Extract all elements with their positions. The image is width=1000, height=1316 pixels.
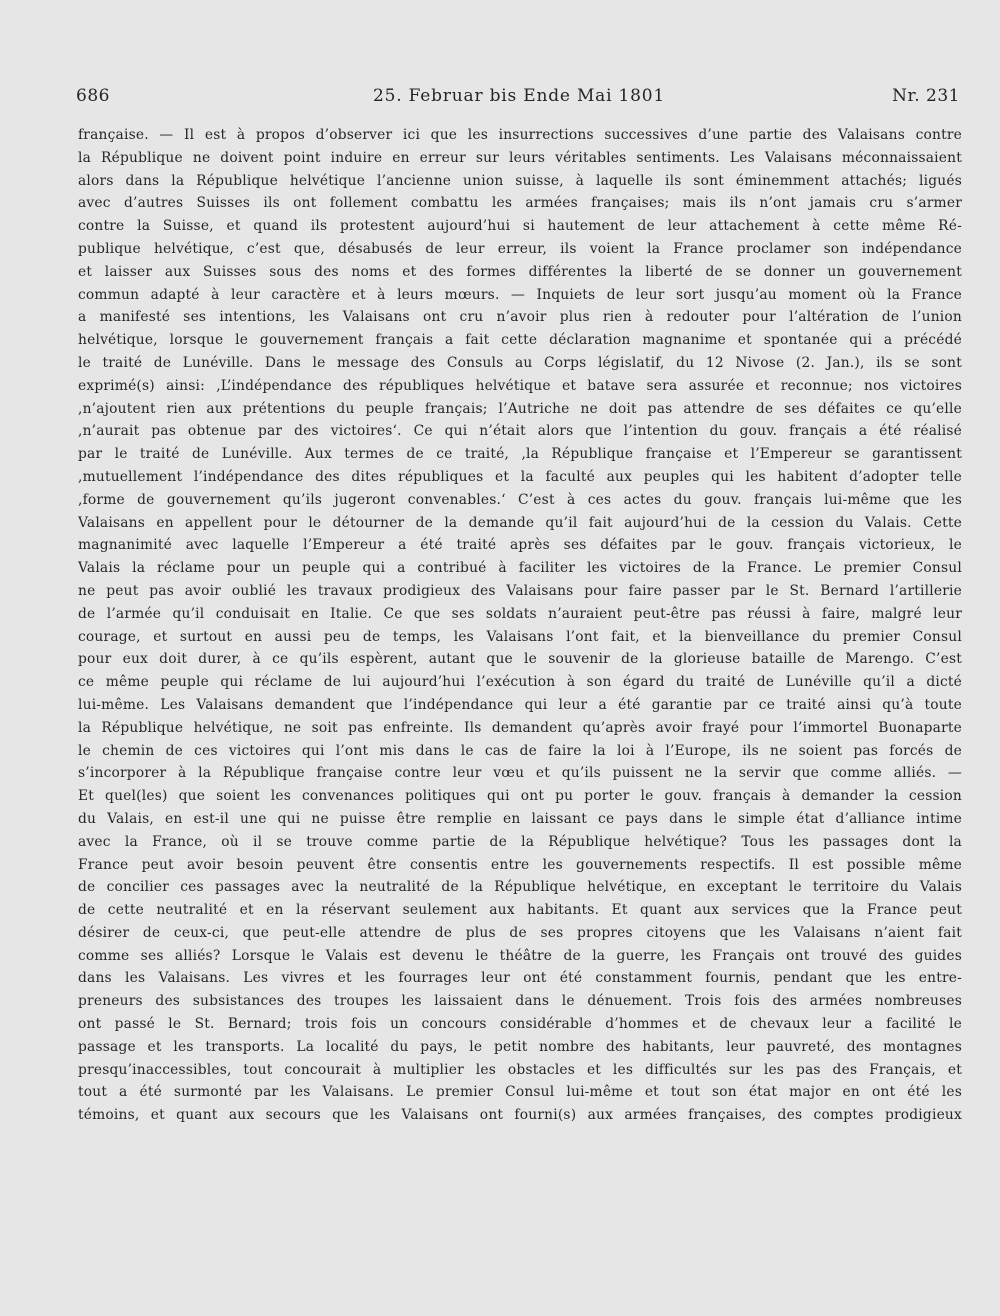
text-line: ne peut pas avoir oublié les travaux prodigieux des Valaisans pour faire passer par le St. Bernard l’artillerie: [78, 582, 962, 599]
text-line: pour eux doit durer, à ce qu’ils espèrent, autant que le souvenir de la glorieuse bataille de Marengo. C’est: [78, 651, 962, 668]
text-line: Et quel(les) que soient les convenances politiques qui ont pu porter le gouv. français à demander la cession: [78, 788, 962, 805]
text-line: preneurs des subsistances des troupes les laissaient dans le dénuement. Trois fois des armées nombreuses: [78, 993, 962, 1010]
text-line: courage, et surtout en aussi peu de temps, les Valaisans l’ont fait, et la bienveillance du premier Consul: [78, 628, 962, 645]
text-line: témoins, et quant aux secours que les Valaisans ont fourni(s) aux armées françaises, des comptes prodigieux: [78, 1107, 962, 1124]
text-line: helvétique, lorsque le gouvernement français a fait cette déclaration magnanime et spontanée qui a précédé: [78, 332, 962, 349]
text-line: dans les Valaisans. Les vivres et les fourrages leur ont été constamment fournis, pendant que les entre-: [78, 970, 962, 987]
text-line: ont passé le St. Bernard; trois fois un concours considérable d’hommes et de chevaux leur a facilité le: [78, 1016, 962, 1033]
text-line: le chemin de ces victoires qui l’ont mis dans le cas de faire la loi à l’Europe, ils ne soient pas forcés de: [78, 742, 962, 759]
text-line: ,forme de gouvernement qu’ils jugeront convenables.‘ C’est à ces actes du gouv. français lui-même que les: [78, 491, 962, 508]
text-line: désirer de ceux-ci, que peut-elle attendre de plus de ses propres citoyens que les Valaisans n’aient fait: [78, 924, 962, 941]
running-title: 25. Februar bis Ende Mai 1801: [373, 86, 665, 106]
text-line: alors dans la République helvétique l’ancienne union suisse, à laquelle ils sont éminemment attachés; ligués: [78, 172, 962, 189]
text-line: publique helvétique, c’est que, désabusés de leur erreur, ils voient la France proclamer son indépendance: [78, 240, 962, 257]
text-line: passage et les transports. La localité du pays, le petit nombre des habitants, leur pauvreté, des montagnes: [78, 1038, 962, 1055]
text-line: contre la Suisse, et quand ils protestent aujourd’hui si hautement de leur attachement à cette même Ré-: [78, 218, 962, 235]
text-line: avec la France, où il se trouve comme partie de la République helvétique? Tous les passages dont la: [78, 833, 962, 850]
text-line: lui-même. Les Valaisans demandent que l’indépendance qui leur a été garantie par ce traité ainsi qu’à toute: [78, 696, 962, 713]
text-line: exprimé(s) ainsi: ,L’indépendance des républiques helvétique et batave sera assurée et reconnue; nos victoires: [78, 377, 962, 394]
text-line: ,mutuellement l’indépendance des dites républiques et la faculté aux peuples qui les habitent d’adopter telle: [78, 468, 962, 485]
text-line: ,n’aurait pas obtenue par des victoires‘. Ce qui n’était alors que l’intention du gouv. français a été réalisé: [78, 423, 962, 440]
text-line: commun adapté à leur caractère et à leurs mœurs. — Inquiets de leur sort jusqu’au moment où la France: [78, 286, 962, 303]
text-line: de cette neutralité et en la réservant seulement aux habitants. Et quant aux services que la France peut: [78, 902, 962, 919]
text-line: de concilier ces passages avec la neutralité de la République helvétique, en exceptant le territoire du Valais: [78, 879, 962, 896]
body-text: [78, 124, 962, 1127]
text-line: le traité de Lunéville. Dans le message des Consuls au Corps législatif, du 12 Nivose (2. Jan.), ils se sont: [78, 354, 962, 371]
text-line: Valais la réclame pour un peuple qui a contribué à faciliter les victoires de la France. Le premier Consul: [78, 560, 962, 577]
page-header: [76, 86, 962, 112]
text-line: tout a été surmonté par les Valaisans. Le premier Consul lui-même et tout son état major en ont été les: [78, 1084, 962, 1101]
text-line: presqu’inaccessibles, tout concourait à multiplier les obstacles et les difficultés sur les pas des Français, et: [78, 1061, 962, 1078]
text-line: et laisser aux Suisses sous des noms et des formes différentes la liberté de se donner un gouvernement: [78, 263, 962, 280]
text-line: magnanimité avec laquelle l’Empereur a été traité après ses défaites par le gouv. français victorieux, le: [78, 537, 962, 554]
text-line: Valaisans en appellent pour le détourner de la demande qu’il fait aujourd’hui de la cession du Valais. Cette: [78, 514, 962, 531]
text-line: ce même peuple qui réclame de lui aujourd’hui l’exécution à son égard du traité de Lunéville qu’il a dicté: [78, 674, 962, 691]
text-line: France peut avoir besoin peuvent être consentis entre les gouvernements respectifs. Il est possible même: [78, 856, 962, 873]
text-line: avec d’autres Suisses ils ont follement combattu les armées françaises; mais ils n’ont jamais cru s’armer: [78, 195, 962, 212]
text-line: a manifesté ses intentions, les Valaisans ont cru n’avoir plus rien à redouter pour l’altération de l’union: [78, 309, 962, 326]
text-line: ,n’ajoutent rien aux prétentions du peuple français; l’Autriche ne doit pas attendre de ses défaites ce qu’elle: [78, 400, 962, 417]
text-line: par le traité de Lunéville. Aux termes de ce traité, ,la République française et l’Empereur se garantissent: [78, 446, 962, 463]
document-number: Nr. 231: [892, 86, 960, 106]
text-line: comme ses alliés? Lorsque le Valais est devenu le théâtre de la guerre, les Français ont trouvé des guides: [78, 947, 962, 964]
text-line: la République helvétique, ne soit pas enfreinte. Ils demandent qu’après avoir frayé pour l’immortel Buonaparte: [78, 719, 962, 736]
text-line: française. — Il est à propos d’observer ici que les insurrections successives d’une partie des Valaisans contre: [78, 127, 962, 143]
text-line: du Valais, en est-il une qui ne puisse être remplie en laissant ce pays dans le simple état d’alliance intime: [78, 810, 962, 827]
text-line: de l’armée qu’il conduisait en Italie. Ce que ses soldats n’auraient peut-être pas réussi à faire, malgré leur: [78, 605, 962, 622]
page-number: 686: [76, 86, 110, 106]
text-line: la République ne doivent point induire en erreur sur leurs véritables sentiments. Les Valaisans méconnaissaient: [78, 149, 962, 166]
text-line: s’incorporer à la République française contre leur vœu et qu’ils puissent ne la servir que comme alliés. —: [78, 765, 962, 782]
